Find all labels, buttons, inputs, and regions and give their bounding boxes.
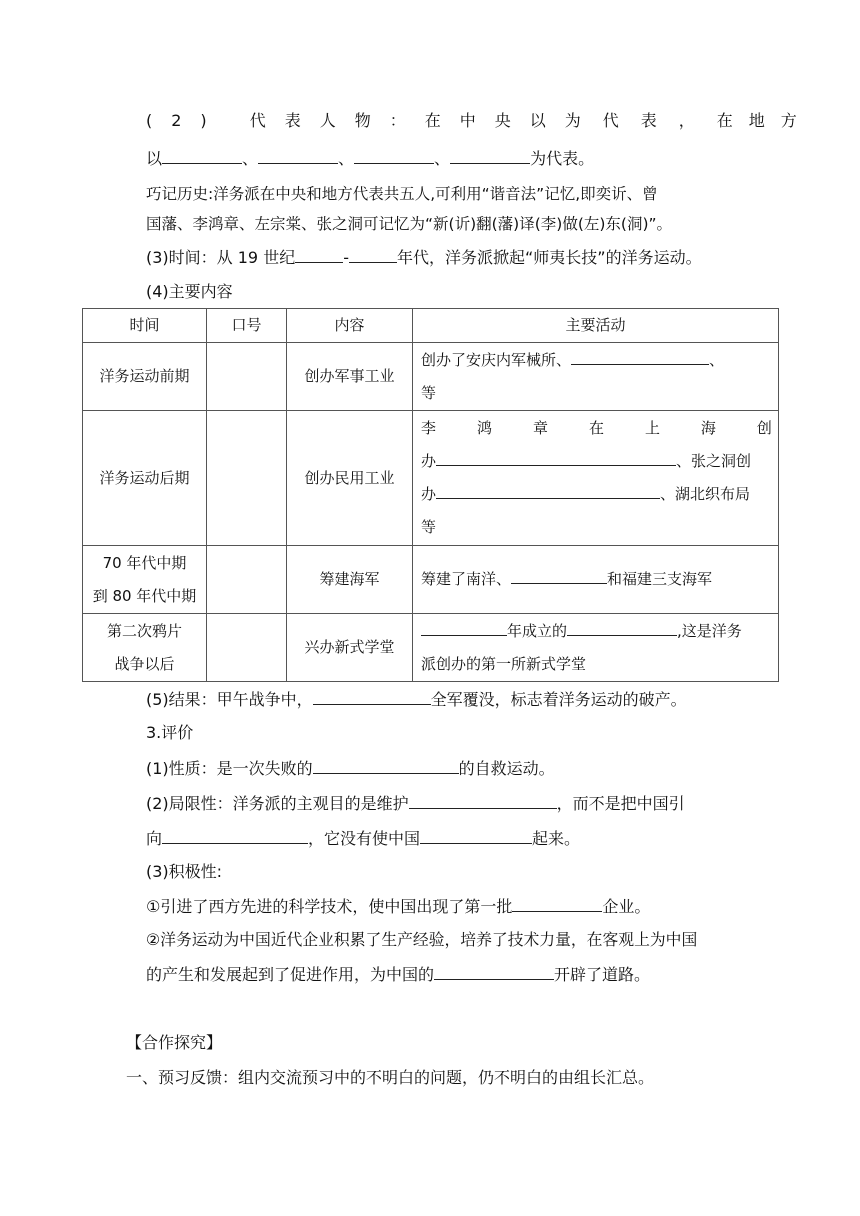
row1-activity: [413, 343, 779, 411]
e2-limit-line1: [146, 792, 685, 815]
coop-item1: 一、预习反馈：组内交流预习中的不明白的问题，仍不明白的由组长汇总。: [126, 1068, 655, 1087]
e2-text-b: ，而不是把中国引: [556, 794, 685, 813]
p2-sep-1: 、: [242, 149, 259, 168]
e3b-line2: [146, 963, 650, 986]
p2-sep-2: 、: [338, 149, 355, 168]
row2-act-b2: 、张之洞创: [676, 452, 752, 470]
row2-char: 在: [588, 419, 604, 437]
p5-result: [146, 688, 687, 711]
p2-line2: [146, 147, 594, 170]
row4-time: [83, 614, 207, 682]
p2-blank-local-3: [354, 147, 434, 164]
row1-act-c: 等: [421, 383, 437, 402]
row4-activity: [413, 614, 779, 682]
p2-text-b: 为代表，: [564, 111, 717, 130]
row1-slogan: [207, 343, 287, 411]
row2-char: 上: [644, 419, 660, 437]
row2-content: 创办民用工业: [287, 411, 413, 546]
e2-blank-2: [162, 827, 308, 844]
row3-content: 筹建海军: [287, 546, 413, 614]
row4-time-2: 战争以后: [114, 654, 175, 673]
e1-blank: [313, 757, 459, 774]
e1-text-a: (1)性质：是一次失败的: [146, 759, 313, 778]
p3-blank-end: [349, 246, 397, 263]
coop-title: 【合作探究】: [126, 1033, 223, 1052]
p2-text-a: 在中央以: [424, 111, 565, 130]
row3-activity: [413, 546, 779, 614]
row2-time: 洋务运动后期: [83, 411, 207, 546]
p2-blank-local-1: [162, 147, 242, 164]
row3-slogan: [207, 546, 287, 614]
row4-act-b: ,这是洋务: [677, 621, 742, 640]
table-row: [83, 546, 779, 614]
e2-text-e: 起来。: [532, 829, 581, 848]
tip-line2: 国藩、李鸿章、左宗棠、张之洞可记忆为“新(䜣)翻(藩)译(李)做(左)东(洞)”。: [146, 215, 673, 233]
e1-nature: [146, 757, 555, 780]
e2-text-c: 向: [146, 829, 163, 848]
e3b-blank: [434, 963, 554, 980]
table-row: [83, 614, 779, 682]
e2-blank-1: [409, 792, 557, 809]
p2-blank-local-2: [258, 147, 338, 164]
e3a-line: [146, 895, 650, 918]
e2-limit-line2: [146, 827, 580, 850]
header-slogan: 口号: [207, 309, 287, 343]
row3-time-1: 70 年代中期: [102, 553, 187, 572]
e2-text-a: (2)局限性：洋务派的主观目的是维护: [146, 794, 409, 813]
p5-text-b: 全军覆没，标志着洋务运动的破产。: [430, 690, 687, 709]
p2-line1: [146, 110, 813, 132]
e3-title: (3)积极性:: [146, 862, 223, 881]
row2-blank-2: [436, 482, 660, 499]
e3a-blank: [512, 895, 602, 912]
e3a-text-b: 企业。: [602, 897, 651, 916]
row4-act-a: 年成立的: [507, 621, 568, 640]
header-content: 内容: [287, 309, 413, 343]
p2-sep-3: 、: [434, 149, 451, 168]
table-row: [83, 343, 779, 411]
row1-act-a: 创办了安庆内军械所、: [421, 350, 572, 369]
row3-act-b: 和福建三支海军: [607, 570, 713, 588]
p3-time: [146, 246, 702, 269]
row4-act-c: 派创办的第一所新式学堂: [421, 654, 587, 673]
content-table: [82, 308, 779, 682]
row3-act-a: 筹建了南洋、: [421, 570, 512, 588]
row4-blank-year: [421, 619, 507, 636]
header-time: 时间: [83, 309, 207, 343]
p5-blank: [313, 688, 431, 705]
e2-text-d: ，它没有使中国: [308, 829, 421, 848]
row2-act-c1: 办: [421, 485, 437, 503]
e3b-text-b: 开辟了道路。: [554, 965, 651, 984]
p2-line2-start: 以: [146, 149, 163, 168]
row2-char: 李: [421, 419, 437, 437]
s3-title: 3.评价: [146, 723, 194, 742]
p4-title: (4)主要内容: [146, 282, 233, 301]
p3-blank-start: [295, 246, 343, 263]
row1-blank: [571, 348, 709, 365]
p2-blank-local-4: [450, 147, 530, 164]
row2-blank-1: [436, 449, 676, 466]
row1-time: 洋务运动前期: [83, 343, 207, 411]
e3b-line1: ②洋务运动为中国近代企业积累了生产经验，培养了技术力量，在客观上为中国: [146, 930, 698, 949]
row4-content: 兴办新式学堂: [287, 614, 413, 682]
p3-text-a: (3)时间：从 19 世纪: [146, 248, 296, 267]
p5-text-a: (5)结果：甲午战争中，: [146, 690, 313, 709]
e3a-text-a: ①引进了西方先进的科学技术，使中国出现了第一批: [146, 897, 513, 916]
row3-time-2: 到 80 年代中期: [92, 586, 197, 605]
p2-text-c: 在地方: [716, 111, 813, 130]
row2-slogan: [207, 411, 287, 546]
row2-char: 创: [756, 419, 772, 437]
row3-time: [83, 546, 207, 614]
row4-slogan: [207, 614, 287, 682]
table-row: [83, 411, 779, 546]
p3-dash: -: [343, 248, 349, 267]
e1-text-b: 的自救运动。: [458, 759, 555, 778]
row2-act-d: 等: [421, 518, 437, 536]
p2-line2-end: 为代表。: [530, 149, 595, 168]
p2-label: (2) 代表人物：: [146, 111, 425, 130]
row2-char: 章: [532, 419, 548, 437]
row2-act-b1: 办: [421, 452, 437, 470]
row2-char: 海: [700, 419, 716, 437]
row3-blank: [511, 567, 607, 584]
row4-blank-school: [567, 619, 677, 636]
e3b-text-a: 的产生和发展起到了促进作用，为中国的: [146, 965, 435, 984]
row4-time-1: 第二次鸦片: [106, 621, 182, 640]
header-activity: 主要活动: [413, 309, 779, 343]
p3-text-b: 年代，洋务派掀起“师夷长技”的洋务运动。: [396, 248, 702, 267]
e2-blank-3: [420, 827, 532, 844]
table-header-row: [83, 309, 779, 343]
row1-content: 创办军事工业: [287, 343, 413, 411]
row2-activity: [413, 411, 779, 546]
row1-act-b: 、: [709, 350, 725, 369]
row2-char: 鸿: [476, 419, 492, 437]
row2-act-c2: 、湖北织布局: [660, 485, 751, 503]
tip-line1: 巧记历史:洋务派在中央和地方代表共五人,可利用“谐音法”记忆,即奕䜣、曾: [146, 185, 658, 203]
